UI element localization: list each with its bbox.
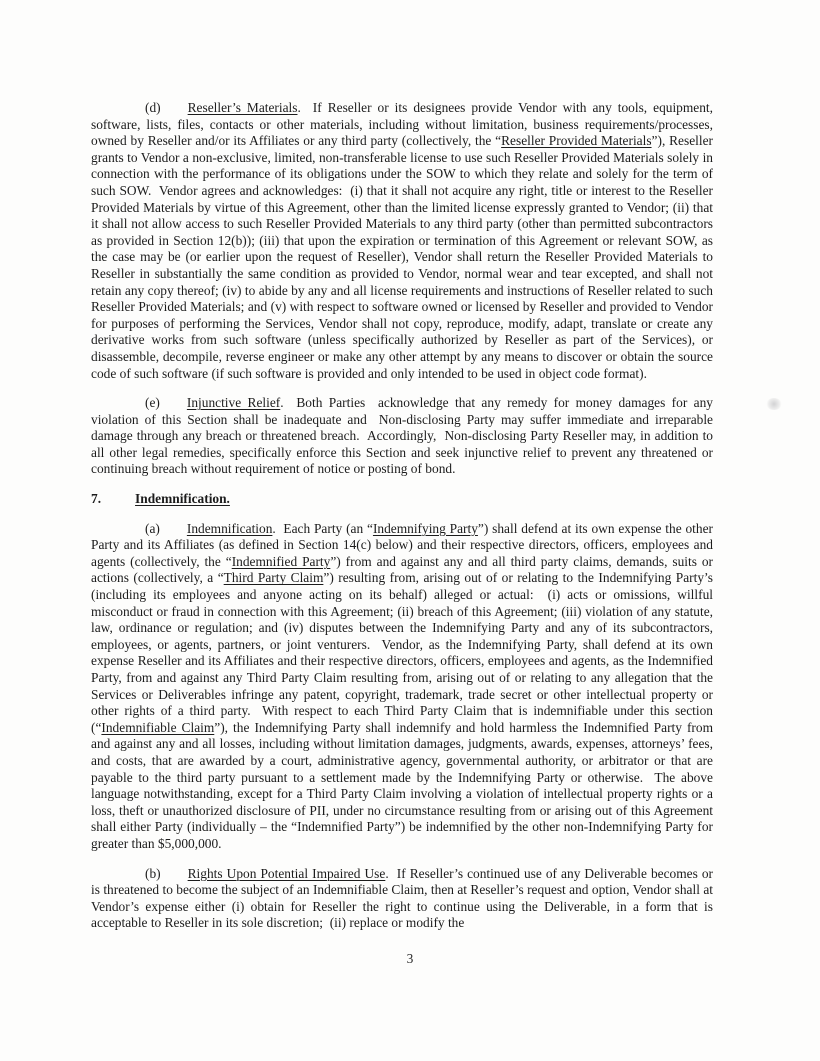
paragraph-b-rights-upon-potential-impaired-use	[91, 866, 713, 932]
underlined-term: Indemnification	[186, 520, 273, 536]
text-segment: (b)	[145, 865, 161, 881]
scan-artifact	[766, 398, 782, 410]
text-segment: (e)	[145, 395, 160, 411]
underlined-term: Reseller’s Materials	[187, 100, 298, 115]
text-segment: ”) from and against any and all third party claims, demands, suits or actions (collectively, a “	[91, 553, 714, 586]
text-segment: . If Reseller or its designees provide Vendor with any tools, equipment, software, lists, files, contacts or other materials, including without limitation, business requirements/processes, owned by Reseller and/or its Affiliates or any third party (collectively, the “	[91, 100, 713, 149]
underlined-term: Third Party Claim	[223, 570, 324, 586]
text-segment: . Each Party (an “	[272, 520, 373, 536]
heading-7-indemnification	[91, 491, 713, 508]
underlined-term: Rights Upon Potential Impaired Use	[187, 865, 386, 881]
text-segment: ”) shall defend at its own expense the other Party and its Affiliates (as defined in Section 14(c) below) and their respective directors, officers, employees and agents (collectively, the “	[91, 520, 713, 569]
underlined-term: Indemnifiable Claim	[101, 719, 215, 735]
text-segment: (d)	[145, 100, 161, 115]
text-segment: ”), the Indemnifying Party shall indemnify and hold harmless the Indemnified Party from and against any and all losses, including without limitation damages, judgments, awards, expenses, attorneys’ fees, and costs, that are awarded by a court, administrative agency, governmental authority, or arbitrator or that are payable to the third party pursuant to a settlement made by the Indemnifying Party or otherwise. The above language notwithstanding, except for a Third Party Claim involving a violation of intellectual property rights or a loss, theft or unauthorized disclosure of PII, under no circumstance resulting from or arising out of this Agreement shall either Party (individually – the “Indemnified Party”) be indemnified by the other non-Indemnifying Party for greater than $5,000,000.	[91, 719, 714, 851]
underlined-term: Indemnification.	[135, 491, 230, 507]
paragraph-e-injunctive-relief	[91, 395, 713, 478]
paragraph-a-indemnification	[91, 521, 713, 853]
document-body	[91, 100, 713, 932]
text-segment: ”), Reseller grants to Vendor a non-exclusive, limited, non-transferable license to use such Reseller Provided Materials solely in connection with the performance of its obligations under the SOW to which they relate and solely for the term of such SOW. Vendor agrees and acknowledges: (i) that it shall not acquire any right, title or interest to the Reseller Provided Materials by virtue of this Agreement, other than the limited license expressly granted to Vendor; (ii) that it shall not allow access to such Reseller Provided Materials to any third party (other than permitted subcontractors as provided in Section 12(b)); (iii) that upon the expiration or termination of this Agreement or relevant SOW, as the case may be (or earlier upon the request of Reseller), Vendor shall return the Reseller Provided Materials to Reseller in substantially the same condition as provided to Vendor, normal wear and tear excepted, and shall not retain any copy thereof; (iv) to abide by any and all license requirements and instructions of Reseller related to such Reseller Provided Materials; and (v) with respect to software owned or licensed by Reseller and provided to Vendor for purposes of performing the Services, Vendor shall not copy, reproduce, modify, adapt, translate or create any derivative works from such software (unless specifically authorized by Reseller as part of the Services), or disassemble, decompile, reverse engineer or make any other attempt by any means to discover or obtain the source code of such software (if such software is provided and only intended to be used in object code format).	[91, 133, 713, 381]
underlined-term: Indemnified Party	[231, 553, 331, 569]
text-segment: (a)	[145, 520, 160, 536]
paragraph-d-resellers-materials	[91, 100, 713, 382]
page-number: 3	[406, 951, 414, 966]
text-segment: . Both Parties acknowledge that any remedy for money damages for any violation of this Section shall be inadequate and Non-disclosing Party may suffer immediate and irreparable damage through any breach or threatened breach. Accordingly, Non-disclosing Party Reseller may, in addition to all other legal remedies, specifically enforce this Section and seek injunctive relief to prevent any threatened or continuing breach without requirement of notice or posting of bond.	[91, 395, 714, 477]
underlined-term: Injunctive Relief	[186, 395, 281, 411]
text-segment: 7.	[91, 491, 102, 507]
text-segment: ”) resulting from, arising out of or relating to the Indemnifying Party’s (including its employees and anyone acting on its behalf) alleged or actual: (i) acts or omissions, willful misconduct or fraud in connection with this Agreement; (ii) breach of this Agreement; (iii) violation of any statute, law, ordinance or regulation; and (iv) disputes between the Indemnifying Party and any of its subcontractors, employees, or agents, partners, or joint venturers. Vendor, as the Indemnifying Party, shall defend at its own expense Reseller and its Affiliates and their respective directors, officers, employees and agents, as the Indemnified Party, from and against any Third Party Claim resulting from, arising out of or relating to any allegation that the Services or Deliverables infringe any patent, copyright, trademark, trade secret or other intellectual property or other rights of a third party. With respect to each Third Party Claim that is indemnifiable under this section (“	[91, 570, 713, 735]
underlined-term: Indemnifying Party	[372, 520, 478, 536]
underlined-term: Reseller Provided Materials	[501, 133, 652, 149]
text-segment: . If Reseller’s continued use of any Deliverable becomes or is threatened to become the subject of an Indemnifiable Claim, then at Reseller’s request and option, Vendor shall at Vendor’s expense either (i) obtain for Reseller the right to continue using the Deliverable, in a form that is acceptable to Reseller in its sole discretion; (ii) replace or modify the	[91, 865, 713, 931]
